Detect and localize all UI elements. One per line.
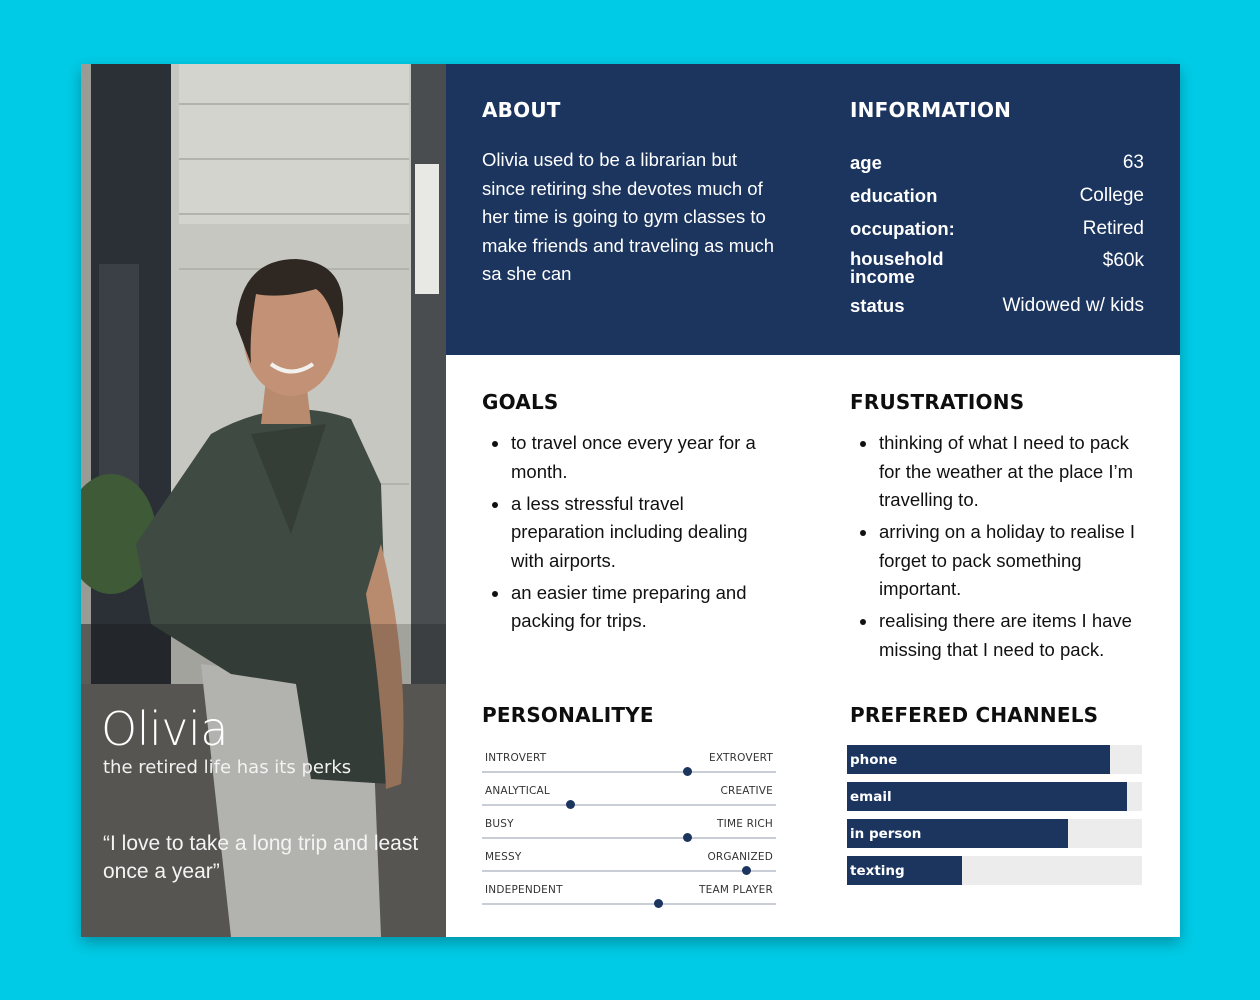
trait-right-label: EXTROVERT: [709, 752, 773, 764]
frustrations-list: [850, 429, 1150, 668]
trait-marker: [654, 899, 663, 908]
frustration-text: thinking of what I need to pack for the weather at the place I’m travelling to.: [879, 432, 1133, 510]
persona-tagline: the retired life has its perks: [103, 757, 352, 778]
goal-text: a less stressful travel preparation including dealing with airports.: [511, 492, 748, 571]
goal-text: to travel once every year for a month.: [511, 432, 756, 482]
goals-heading: GOALS: [482, 390, 559, 414]
list-item: [482, 490, 782, 576]
channels-heading: PREFERED CHANNELS: [850, 703, 1099, 727]
info-label: household income: [850, 248, 944, 287]
persona-card: [81, 64, 1180, 937]
channel-label: phone: [850, 752, 898, 768]
channel-bar-texting: [847, 856, 1142, 885]
list-item: [850, 607, 1150, 664]
trait-messy-organized: [482, 851, 776, 884]
trait-right-label: TEAM PLAYER: [699, 884, 773, 896]
info-label: status: [850, 295, 905, 316]
channel-label: in person: [850, 826, 922, 842]
trait-busy-time-rich: [482, 818, 776, 851]
bullet-icon: [860, 441, 866, 447]
info-row-occupation: [850, 220, 1144, 240]
bullet-icon: [492, 502, 498, 508]
goal-text: an easier time preparing and packing for trips.: [511, 581, 747, 631]
trait-marker: [683, 833, 692, 842]
trait-left-label: INTROVERT: [485, 752, 547, 764]
bullet-icon: [860, 619, 866, 625]
persona-quote: “I love to take a long trip and least once a year”: [103, 832, 419, 883]
info-value: $60k: [1102, 250, 1144, 271]
trait-track: [482, 903, 776, 905]
frustration-text: arriving on a holiday to realise I forget to pack something important.: [879, 521, 1136, 599]
trait-track: [482, 870, 776, 872]
trait-right-label: CREATIVE: [720, 785, 773, 797]
about-text: Olivia used to be a librarian but since retiring she devotes much of her time is going to gym classes to make friends and traveling as much sa she can: [482, 149, 775, 285]
info-value: Widowed w/ kids: [1002, 295, 1144, 316]
frustration-text: realising there are items I have missing that I need to pack.: [879, 610, 1132, 660]
bullet-icon: [492, 591, 498, 597]
trait-marker: [566, 800, 575, 809]
channel-bar-phone: [847, 745, 1142, 774]
info-row-education: [850, 187, 1144, 207]
information-heading: INFORMATION: [850, 98, 1012, 122]
list-item: [482, 579, 782, 636]
info-row-household-income: [850, 250, 1144, 286]
info-label: education: [850, 185, 938, 206]
list-item: [850, 518, 1150, 604]
persona-photo: [81, 64, 446, 937]
trait-track: [482, 804, 776, 806]
channel-label: texting: [850, 863, 905, 879]
info-value: 63: [1122, 152, 1144, 173]
trait-right-label: TIME RICH: [717, 818, 773, 830]
trait-track: [482, 837, 776, 839]
info-value: Retired: [1082, 218, 1144, 239]
top-panel: [446, 64, 1180, 355]
list-item: [482, 429, 782, 486]
channel-label: email: [850, 789, 892, 805]
info-label: age: [850, 152, 882, 173]
channel-bar-in-person: [847, 819, 1142, 848]
persona-photo-illustration: [81, 64, 446, 937]
frustrations-heading: FRUSTRATIONS: [850, 390, 1025, 414]
trait-left-label: MESSY: [485, 851, 522, 863]
list-item: [850, 429, 1150, 515]
info-value: College: [1079, 185, 1144, 206]
trait-marker: [683, 767, 692, 776]
info-label: occupation:: [850, 218, 955, 239]
trait-marker: [742, 866, 751, 875]
personality-heading: PERSONALITYE: [482, 703, 654, 727]
about-heading: ABOUT: [482, 98, 561, 122]
trait-left-label: INDEPENDENT: [485, 884, 563, 896]
trait-introvert-extrovert: [482, 752, 776, 785]
info-row-age: [850, 154, 1144, 174]
trait-left-label: BUSY: [485, 818, 514, 830]
goals-list: [482, 429, 782, 639]
trait-independent-team-player: [482, 884, 776, 917]
channel-bar-email: [847, 782, 1142, 811]
trait-left-label: ANALYTICAL: [485, 785, 550, 797]
trait-analytical-creative: [482, 785, 776, 818]
bullet-icon: [860, 530, 866, 536]
trait-track: [482, 771, 776, 773]
persona-name: Olivia: [101, 702, 228, 756]
trait-right-label: ORGANIZED: [707, 851, 773, 863]
info-row-status: [850, 297, 1144, 317]
bullet-icon: [492, 441, 498, 447]
